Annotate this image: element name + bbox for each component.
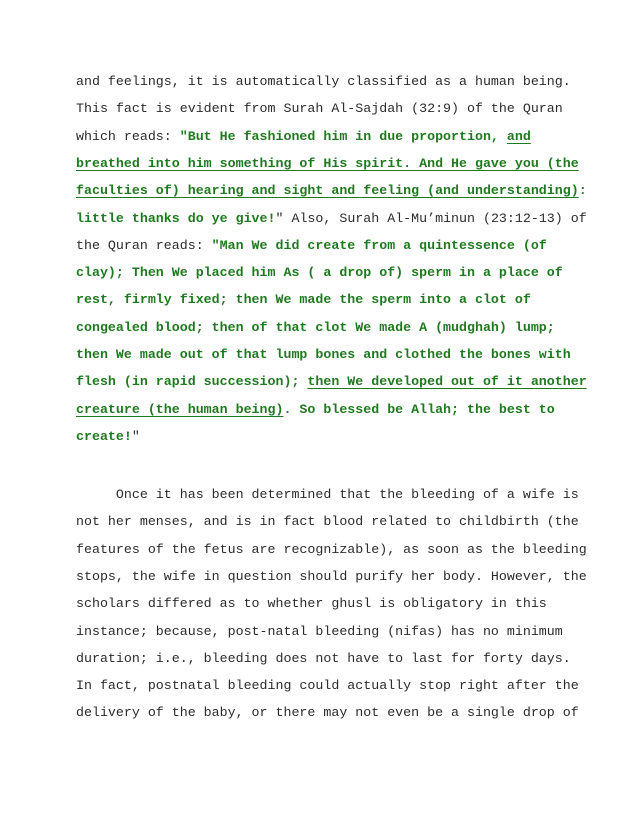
body-text: In fact, postnatal bleeding could actually stop right after the [76,678,579,694]
body-text: duration; i.e., bleeding does not have to last for forty days. [76,650,571,666]
text-line [76,320,555,336]
body-text: and feelings, it is automatically classified as a human being. [76,74,571,89]
quran-quote-text: rest, firmly fixed; then We made the sperm into a clot of [76,292,531,308]
text-line [76,374,587,390]
quran-quote-text: faculties of) hearing and sight and feeling (and understanding) [76,183,579,199]
quran-quote-text: and [506,128,531,144]
quran-quote-text: little thanks do ye give! [76,210,276,226]
body-text: the Quran reads: [76,237,212,253]
quran-quote-text: flesh (in rapid succession); [76,374,308,390]
body-text: stops, the wife in question should purify her body. However, the [76,568,587,584]
text-line [76,624,563,640]
text-line [76,596,547,612]
body-text: scholars differed as to whether ghusl is obligatory in this [76,596,547,612]
text-line [76,705,579,721]
body-text: instance; because, post-natal bleeding (nifas) has no minimum [76,623,563,639]
text-line [76,651,571,667]
text-line [76,211,587,227]
quran-quote-text: . So blessed be Allah; the best to [283,401,555,417]
quran-quote-text: congealed blood; then of that clot We made A (mudghah) lump; [76,319,555,335]
body-text: " Also, Surah Al-Mu’minun (23:12-13) of [275,210,587,226]
text-line [76,265,563,281]
text-line [76,238,547,254]
text-line [76,129,531,145]
text-line [76,542,587,558]
text-line [76,514,579,530]
body-text: which reads: [76,128,180,144]
quran-quote-text: "Man We did create from a quintessence (of [211,237,547,253]
text-line [76,292,531,308]
body-text: delivery of the baby, or there may not even be a single drop of [76,705,579,721]
quran-quote-text: clay); Then We placed him As ( a drop of) sperm in a place of [76,265,563,281]
text-line [76,569,587,585]
text-line [76,429,140,445]
body-text: " [131,428,140,444]
quran-quote-text: then We developed out of it another [307,374,587,390]
text-line [76,402,555,418]
text-line [76,74,571,90]
text-line [76,487,579,503]
body-text: not her menses, and is in fact blood related to childbirth (the [76,514,579,530]
body-text: This fact is evident from Surah Al-Sajdah (32:9) of the Quran [76,101,563,117]
quran-quote-text: then We made out of that lump bones and clothed the bones with [76,347,571,362]
text-line [76,678,579,694]
text-line [76,156,579,172]
text-line [76,101,563,117]
text-line [76,183,587,199]
quran-quote-text: "But He fashioned him in due proportion, [179,128,507,144]
body-text: features of the fetus are recognizable), as soon as the bleeding [76,541,587,557]
text-line [76,347,571,363]
quran-quote-text: : [578,183,587,199]
quran-quote-text: create! [76,428,132,444]
quran-quote-text: breathed into him something of His spirit. And He gave you (the [76,155,579,171]
quran-quote-text: creature (the human being) [76,401,284,417]
body-text: Once it has been determined that the bleeding of a wife is [76,487,579,502]
